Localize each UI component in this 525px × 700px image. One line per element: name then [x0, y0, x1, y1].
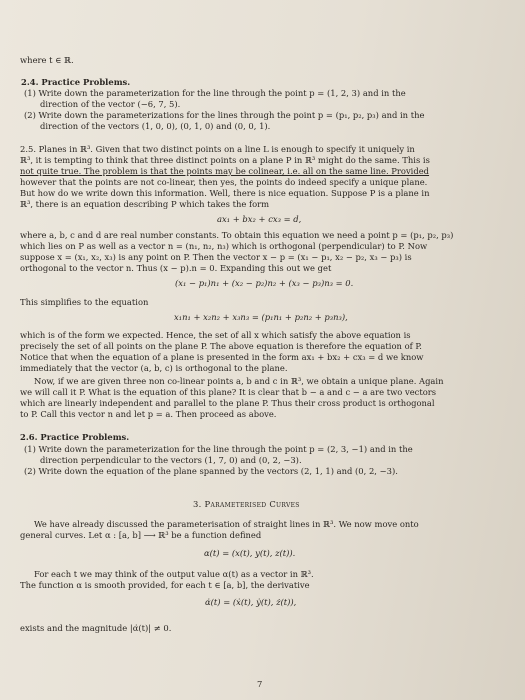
section-2-6-heading: 2.6. Practice Problems. [20, 432, 130, 442]
section-3-line-3: For each t we may think of the output value α(t) as a vector in ℝ³. [34, 569, 314, 579]
section-3-line-2: general curves. Let α : [a, b] ⟶ ℝ³ be a function defined [20, 530, 262, 540]
problem-2-6-1-line-1: (1) Write down the parameterization for the line through the point p = (2, 3, −1) and in the [24, 444, 413, 454]
section-3-line-1: We have already discussed the parameterisation of straight lines in ℝ³. We now move onto [34, 519, 419, 529]
section-2-5-line-11: This simplifies to the equation [20, 297, 149, 307]
section-2-5-line-9: suppose x = (x₁, x₂, x₃) is any point on P. Then the vector x − p = (x₁ − p₁, x₂ − p₂, x₃ − p₃) is [20, 252, 412, 262]
preamble-text: where t ∈ ℝ. [20, 55, 74, 65]
section-3-heading: 3. Parameterised Curves [193, 499, 300, 509]
page-number: 7 [257, 679, 263, 689]
section-2-5-line-18: which are linearly independent and parallel to the plane P. Thus their cross product is orthogonal [20, 398, 435, 408]
section-3-line-4: The function α is smooth provided, for each t ∈ [a, b], the derivative [20, 580, 310, 590]
section-2-5-line-5: But how do we write down this information. Well, there is nice equation. Suppose P is a plane in [20, 188, 430, 198]
section-3-line-5: exists and the magnitude |α̇(t)| ≠ 0. [20, 623, 172, 633]
section-2-5-line-2: ℝ³, it is tempting to think that three distinct points on a plane P in ℝ³ might do the same. This is [20, 155, 430, 165]
curve-definition-equation: α(t) = (x(t), y(t), z(t)). [204, 548, 296, 558]
problem-2-6-1-line-2: direction perpendicular to the vectors (1, 7, 0) and (0, 2, −3). [40, 455, 302, 465]
section-2-5-line-12: which is of the form we expected. Hence, the set of all x which satisfy the above equation is [20, 330, 411, 340]
section-2-5-line-13: precisely the set of all points on the plane P. The above equation is therefore the equation of P. [20, 341, 422, 351]
problem-2-6-2: (2) Write down the equation of the plane spanned by the vectors (2, 1, 1) and (0, 2, −3). [24, 466, 398, 476]
section-2-5-line-3: not quite true. The problem is that the points may be colinear, i.e. all on the same line. Provided [20, 166, 430, 176]
problem-2-4-2-line-1: (2) Write down the parameterizations for the lines through the point p = (p₁, p₂, p₃) and in the [24, 110, 425, 120]
section-2-5-line-6: ℝ³, there is an equation describing P which takes the form [20, 199, 270, 209]
section-2-5-line-4: however that the points are not co-linear, then yes, the points do indeed specify a unique plane. [20, 177, 428, 187]
simplified-equation: x₁n₁ + x₂n₂ + x₃n₃ = (p₁n₁ + p₂n₂ + p₃n₃), [174, 312, 348, 322]
section-2-5-line-16: Now, if we are given three non co-linear points a, b and c in ℝ³, we obtain a unique plane. Again [34, 376, 444, 386]
section-2-5-line-19: to P. Call this vector n and let p = a. Then proceed as above. [20, 409, 277, 419]
derivative-equation: α̇(t) = (ẋ(t), ẏ(t), ż(t)), [205, 597, 297, 607]
section-2-5-line-15: immediately that the vector (a, b, c) is orthogonal to the plane. [20, 363, 288, 373]
section-2-4-heading: 2.4. Practice Problems. [21, 77, 131, 87]
problem-2-4-2-line-2: direction of the vectors (1, 0, 0), (0, 1, 0) and (0, 0, 1). [40, 121, 271, 131]
section-2-5-line-14: Notice that when the equation of a plane is presented in the form ax₁ + bx₂ + cx₃ = d we know [20, 352, 424, 362]
section-2-5-line-7: where a, b, c and d are real number constants. To obtain this equation we need a point p = (p₁, p₂, p₃) [20, 230, 454, 240]
problem-2-4-1-line-1: (1) Write down the parameterization for the line through the point p = (1, 2, 3) and in the [24, 88, 406, 98]
expanded-equation: (x₁ − p₁)n₁ + (x₂ − p₂)n₂ + (x₃ − p₃)n₃ = 0. [175, 278, 354, 288]
section-2-5-line-8: which lies on P as well as a vector n = (n₁, n₂, n₃) which is orthogonal (perpendicular) to P. Now [20, 241, 428, 251]
section-2-5-line-17: we will call it P. What is the equation of this plane? It is clear that b − a and c − a are two vectors [20, 387, 437, 397]
section-2-5-line-10: orthogonal to the vector n. Thus (x − p).n = 0. Expanding this out we get [20, 263, 332, 273]
problem-2-4-1-line-2: direction of the vector (−6, 7, 5). [40, 99, 181, 109]
section-2-5-line-1: 2.5. Planes in ℝ³. Given that two distinct points on a line L is enough to specify it uniquely in [20, 144, 415, 154]
plane-equation: ax₁ + bx₂ + cx₃ = d, [217, 214, 302, 224]
